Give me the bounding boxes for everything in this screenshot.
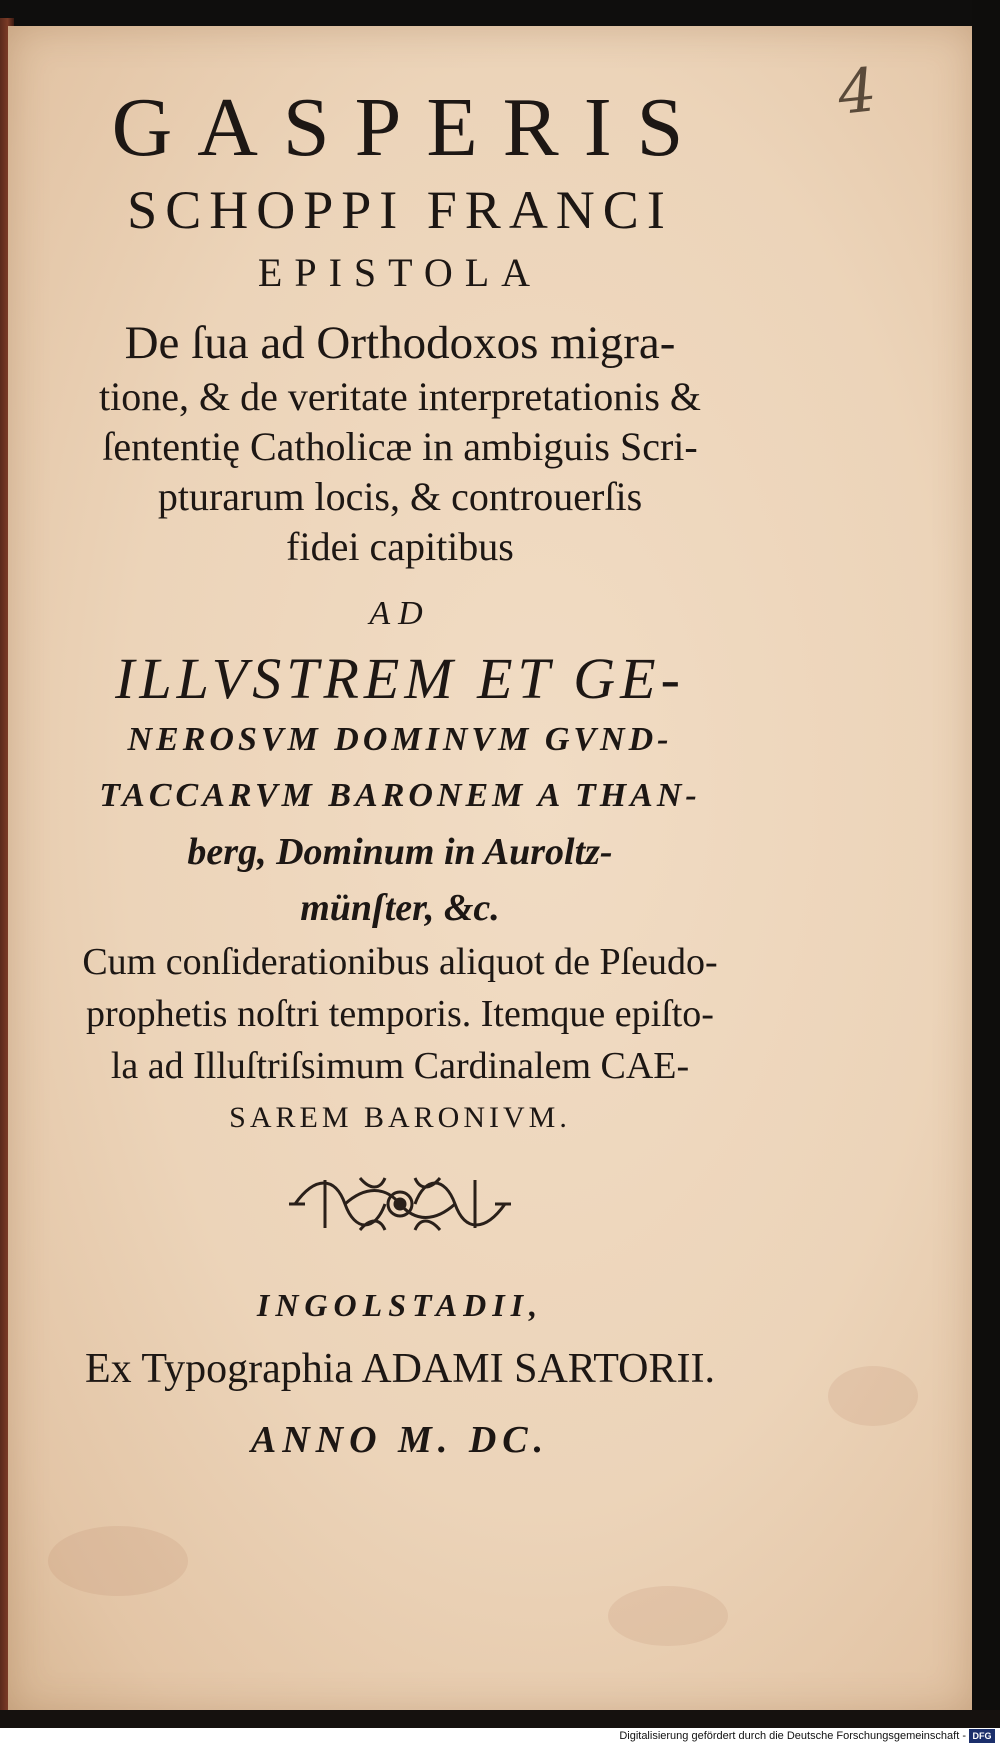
subject-line: ſententię Catholicæ in ambiguis Scri- (102, 424, 698, 469)
printer-line: Ex Typographia ADAMI SARTORII. (85, 1346, 715, 1392)
contents-line: la ad Illuſtriſsimum Cardinalem CAE- (110, 1045, 690, 1087)
contents-line: prophetis noſtri temporis. Itemque epiſto- (86, 993, 714, 1035)
dedicatee-line: NEROSVM DOMINVM GVND- (127, 721, 673, 758)
dedication-ad: AD (369, 595, 431, 632)
dfg-logo: DFG (969, 1729, 995, 1743)
subject-line: tione, & de veritate interpretationis & (98, 374, 702, 419)
subject-line: fidei capitibus (286, 524, 514, 569)
scan-bottom-border (0, 1710, 1000, 1730)
scan-top-border (0, 0, 1000, 26)
author-surname: SCHOPPI FRANCI (127, 180, 673, 240)
paper-stain (828, 1366, 918, 1426)
dedicatee-line: ILLVSTREM ET GE- (115, 646, 685, 711)
subject-line: De ſua ad Orthodoxos migra- (124, 317, 676, 369)
title-text-block (20, 80, 780, 1480)
year-line: ANNO M. DC. (250, 1419, 550, 1461)
dedicatee-line: münſter, &c. (300, 887, 500, 929)
paper-stain (48, 1526, 188, 1596)
author-first-name: GASPERIS (111, 81, 709, 174)
subject-line: pturarum locis, & controuerſis (157, 474, 643, 519)
printers-ornament (285, 1166, 515, 1242)
contents-line: SAREM BARONIVM. (229, 1101, 571, 1134)
folio-number: 4 (834, 55, 880, 129)
work-type: EPISTOLA (257, 250, 543, 295)
paper-stain (608, 1586, 728, 1646)
contents-line: Cum conſiderationibus aliquot de Pſeudo- (82, 941, 718, 983)
dedicatee-line: berg, Dominum in Auroltz- (187, 831, 613, 873)
place-of-printing: INGOLSTADII, (256, 1287, 544, 1323)
dedicatee-line: TACCARVM BARONEM A THAN- (99, 777, 701, 814)
scan-right-border (972, 0, 1000, 1726)
digitization-credit: Digitalisierung gefördert durch die Deutsche Forschungsgemeinschaft - (619, 1730, 966, 1742)
